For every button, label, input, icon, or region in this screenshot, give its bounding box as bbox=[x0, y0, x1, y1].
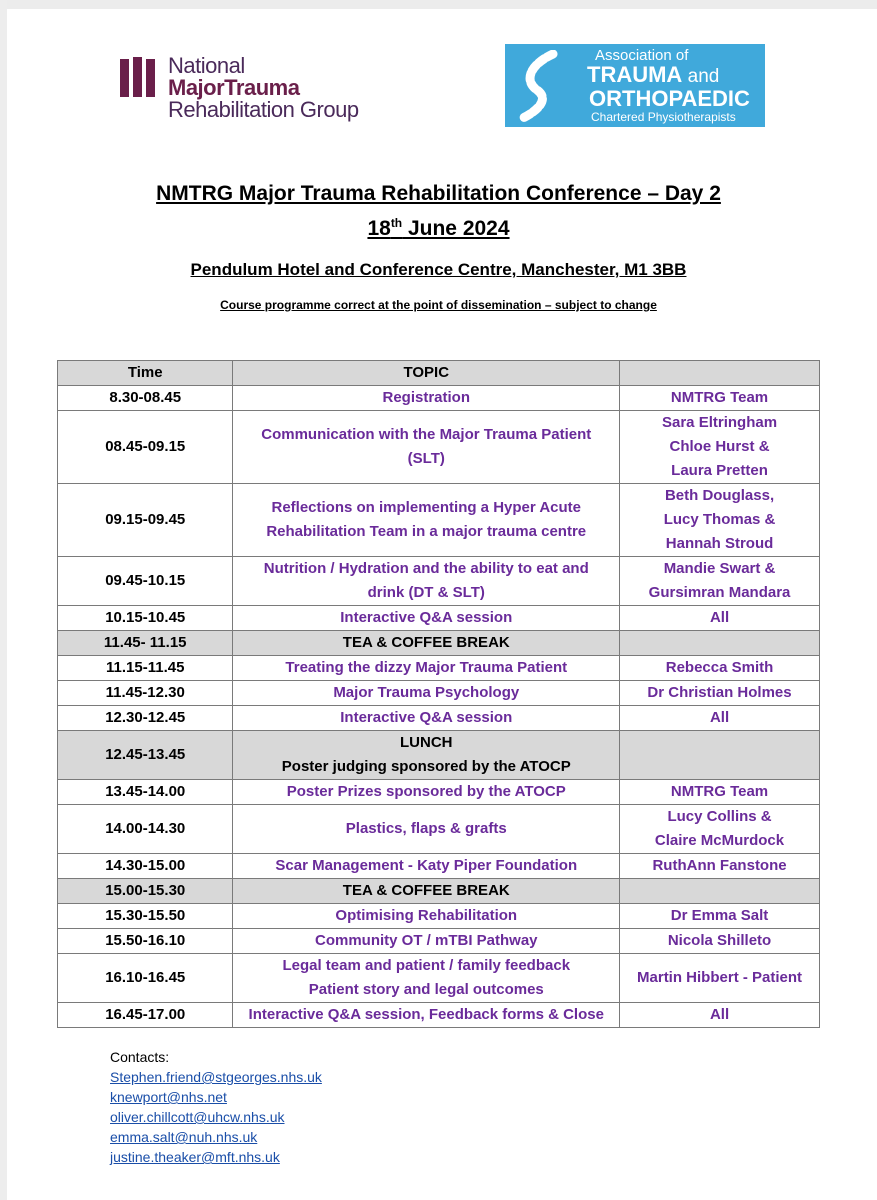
date-rest: June 2024 bbox=[402, 217, 510, 240]
session-time: 11.45- 11.15 bbox=[58, 631, 233, 656]
table-header-row bbox=[58, 361, 820, 386]
session-speaker bbox=[620, 484, 820, 557]
column-header-topic: TOPIC bbox=[233, 361, 620, 386]
session-topic bbox=[233, 854, 620, 879]
scan-edge-top bbox=[0, 0, 877, 9]
session-topic-line: LUNCH bbox=[400, 734, 453, 751]
session-time: 12.30-12.45 bbox=[58, 706, 233, 731]
session-topic-line: Patient story and legal outcomes bbox=[308, 981, 544, 998]
session-speaker bbox=[620, 904, 820, 929]
session-speaker-line: NMTRG Team bbox=[670, 389, 769, 406]
session-topic-line: Legal team and patient / family feedback bbox=[282, 957, 571, 974]
atocp-logo-line3: ORTHOPAEDIC bbox=[589, 86, 750, 111]
spine-icon bbox=[513, 50, 575, 122]
session-speaker bbox=[620, 854, 820, 879]
session-speaker-line: All bbox=[709, 709, 730, 726]
column-header-time: Time bbox=[58, 361, 233, 386]
session-topic bbox=[233, 805, 620, 854]
session-speaker bbox=[620, 1003, 820, 1028]
session-speaker-line: Nicola Shilleto bbox=[667, 932, 772, 949]
session-topic-line: Optimising Rehabilitation bbox=[335, 907, 518, 924]
session-time: 11.15-11.45 bbox=[58, 656, 233, 681]
session-time: 15.50-16.10 bbox=[58, 929, 233, 954]
session-speaker bbox=[620, 386, 820, 411]
session-topic bbox=[233, 606, 620, 631]
session-topic-line: TEA & COFFEE BREAK bbox=[342, 882, 510, 899]
nmtrg-logo-line1: National bbox=[168, 53, 245, 78]
venue: Pendulum Hotel and Conference Centre, Manchester, M1 3BB bbox=[190, 260, 687, 279]
session-topic-line: Major Trauma Psychology bbox=[333, 684, 520, 701]
programme-table bbox=[57, 360, 820, 1028]
session-speaker-line: Laura Pretten bbox=[671, 462, 768, 479]
session-speaker bbox=[620, 656, 820, 681]
table-row bbox=[58, 904, 820, 929]
nmtrg-mark-icon bbox=[120, 57, 158, 97]
session-time: 8.30-08.45 bbox=[58, 386, 233, 411]
session-topic bbox=[233, 681, 620, 706]
session-time: 14.00-14.30 bbox=[58, 805, 233, 854]
session-time: 10.15-10.45 bbox=[58, 606, 233, 631]
contact-email-link[interactable]: Stephen.friend@stgeorges.nhs.uk bbox=[110, 1069, 322, 1085]
page-title: NMTRG Major Trauma Rehabilitation Conference – Day 2 bbox=[156, 182, 721, 205]
session-speaker bbox=[620, 557, 820, 606]
session-topic bbox=[233, 929, 620, 954]
session-speaker bbox=[620, 929, 820, 954]
session-speaker bbox=[620, 879, 820, 904]
session-topic bbox=[233, 631, 620, 656]
session-speaker-line: Hannah Stroud bbox=[665, 535, 774, 552]
atocp-logo-trauma: TRAUMA bbox=[587, 62, 682, 87]
contacts bbox=[110, 1047, 322, 1167]
session-speaker bbox=[620, 780, 820, 805]
table-row bbox=[58, 656, 820, 681]
session-topic-line: Plastics, flaps & grafts bbox=[345, 820, 507, 837]
session-time: 12.45-13.45 bbox=[58, 731, 233, 780]
table-row bbox=[58, 484, 820, 557]
session-topic bbox=[233, 954, 620, 1003]
session-time: 15.00-15.30 bbox=[58, 879, 233, 904]
session-topic-line: Scar Management - Katy Piper Foundation bbox=[275, 857, 578, 874]
session-topic bbox=[233, 706, 620, 731]
table-row bbox=[58, 954, 820, 1003]
session-speaker-line: Claire McMurdock bbox=[654, 832, 785, 849]
session-speaker-line: All bbox=[709, 1006, 730, 1023]
atocp-logo-and: and bbox=[687, 66, 720, 87]
session-topic-line: drink (DT & SLT) bbox=[367, 584, 485, 601]
session-speaker bbox=[620, 681, 820, 706]
nmtrg-logo bbox=[120, 55, 380, 125]
break-row bbox=[58, 731, 820, 780]
session-topic bbox=[233, 386, 620, 411]
table-row bbox=[58, 780, 820, 805]
session-time: 14.30-15.00 bbox=[58, 854, 233, 879]
table-row bbox=[58, 929, 820, 954]
session-speaker-line: RuthAnn Fanstone bbox=[652, 857, 787, 874]
session-speaker-line: Chloe Hurst & bbox=[669, 438, 770, 455]
session-time: 08.45-09.15 bbox=[58, 411, 233, 484]
session-speaker-line: Rebecca Smith bbox=[665, 659, 774, 676]
session-topic-line: Poster judging sponsored by the ATOCP bbox=[281, 758, 571, 775]
break-row bbox=[58, 879, 820, 904]
session-time: 15.30-15.50 bbox=[58, 904, 233, 929]
contact-email-link[interactable]: justine.theaker@mft.nhs.uk bbox=[110, 1149, 280, 1165]
session-topic bbox=[233, 484, 620, 557]
table-row bbox=[58, 386, 820, 411]
session-topic-line: Interactive Q&A session, Feedback forms & Close bbox=[248, 1006, 604, 1023]
nmtrg-logo-line2: MajorTrauma bbox=[168, 75, 300, 100]
session-speaker-line: Lucy Collins & bbox=[667, 808, 772, 825]
table-row bbox=[58, 411, 820, 484]
date-suffix: th bbox=[390, 216, 403, 230]
table-row bbox=[58, 805, 820, 854]
session-topic-line: Rehabilitation Team in a major trauma centre bbox=[266, 523, 587, 540]
session-speaker-line: All bbox=[709, 609, 730, 626]
session-topic-line: Nutrition / Hydration and the ability to eat and bbox=[263, 560, 589, 577]
session-time: 09.15-09.45 bbox=[58, 484, 233, 557]
column-header-speaker bbox=[620, 361, 820, 386]
session-speaker bbox=[620, 731, 820, 780]
break-row bbox=[58, 631, 820, 656]
programme-body bbox=[58, 386, 820, 1028]
session-speaker bbox=[620, 805, 820, 854]
session-topic-line: Community OT / mTBI Pathway bbox=[314, 932, 538, 949]
session-topic bbox=[233, 557, 620, 606]
atocp-logo bbox=[505, 44, 765, 127]
event-date bbox=[0, 216, 877, 241]
session-speaker bbox=[620, 631, 820, 656]
session-topic bbox=[233, 411, 620, 484]
session-speaker bbox=[620, 706, 820, 731]
session-speaker bbox=[620, 411, 820, 484]
date-day: 18 bbox=[367, 217, 391, 240]
atocp-logo-line4: Chartered Physiotherapists bbox=[591, 110, 736, 124]
session-topic-line: Treating the dizzy Major Trauma Patient bbox=[285, 659, 568, 676]
table-row bbox=[58, 706, 820, 731]
session-topic bbox=[233, 1003, 620, 1028]
contact-email-link[interactable]: oliver.chillcott@uhcw.nhs.uk bbox=[110, 1109, 285, 1125]
session-time: 16.45-17.00 bbox=[58, 1003, 233, 1028]
nmtrg-logo-line3: Rehabilitation Group bbox=[168, 97, 359, 122]
nmtrg-logo-text bbox=[168, 55, 359, 121]
session-topic bbox=[233, 904, 620, 929]
session-topic-line: Interactive Q&A session bbox=[340, 609, 513, 626]
session-topic bbox=[233, 656, 620, 681]
session-topic-line: Communication with the Major Trauma Patient bbox=[261, 426, 592, 443]
session-time: 13.45-14.00 bbox=[58, 780, 233, 805]
session-speaker-line: NMTRG Team bbox=[670, 783, 769, 800]
atocp-logo-text bbox=[587, 47, 750, 125]
session-topic-line: Registration bbox=[382, 389, 471, 406]
session-topic bbox=[233, 879, 620, 904]
session-speaker-line: Dr Emma Salt bbox=[670, 907, 769, 924]
session-topic-line: Poster Prizes sponsored by the ATOCP bbox=[286, 783, 566, 800]
session-topic-line: (SLT) bbox=[407, 450, 445, 467]
session-topic bbox=[233, 731, 620, 780]
contacts-label: Contacts: bbox=[110, 1049, 170, 1065]
session-time: 09.45-10.15 bbox=[58, 557, 233, 606]
contact-email-link[interactable]: knewport@nhs.net bbox=[110, 1089, 227, 1105]
session-speaker-line: Sara Eltringham bbox=[662, 414, 778, 431]
session-speaker-line: Dr Christian Holmes bbox=[647, 684, 792, 701]
session-time: 11.45-12.30 bbox=[58, 681, 233, 706]
session-speaker-line: Martin Hibbert - Patient bbox=[637, 969, 803, 986]
session-speaker bbox=[620, 606, 820, 631]
table-row bbox=[58, 681, 820, 706]
table-row bbox=[58, 557, 820, 606]
session-topic bbox=[233, 780, 620, 805]
session-time: 16.10-16.45 bbox=[58, 954, 233, 1003]
session-speaker bbox=[620, 954, 820, 1003]
scan-edge-left bbox=[0, 0, 7, 1200]
session-speaker-line: Lucy Thomas & bbox=[663, 511, 776, 528]
session-speaker-line: Gursimran Mandara bbox=[648, 584, 791, 601]
table-row bbox=[58, 606, 820, 631]
contact-email-link[interactable]: emma.salt@nuh.nhs.uk bbox=[110, 1129, 258, 1145]
session-topic-line: Reflections on implementing a Hyper Acute bbox=[271, 499, 581, 516]
session-speaker-line: Beth Douglass, bbox=[664, 487, 775, 504]
session-speaker-line: Mandie Swart & bbox=[663, 560, 776, 577]
session-topic-line: Interactive Q&A session bbox=[340, 709, 513, 726]
table-row bbox=[58, 1003, 820, 1028]
atocp-logo-line1: Association of bbox=[595, 47, 689, 64]
session-topic-line: TEA & COFFEE BREAK bbox=[342, 634, 510, 651]
table-row bbox=[58, 854, 820, 879]
programme-notice: Course programme correct at the point of dissemination – subject to change bbox=[220, 298, 657, 312]
